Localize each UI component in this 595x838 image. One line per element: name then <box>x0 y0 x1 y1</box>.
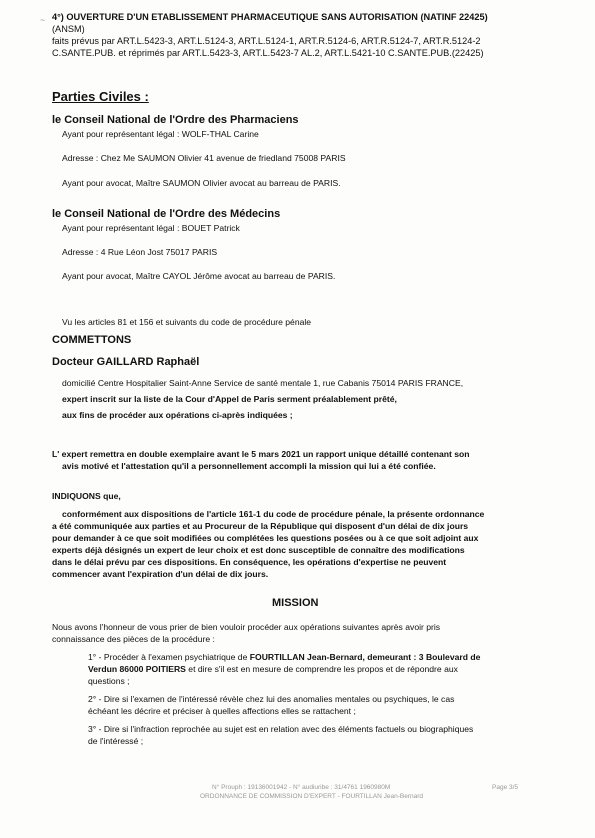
indiquons-heading: INDIQUONS que, <box>52 491 121 501</box>
mission-intro-line1: Nous avons l'honneur de vous prier de bien vouloir procéder aux opérations suivantes après avoir pris <box>52 622 441 632</box>
mission-item-1-line3: questions ; <box>88 676 130 686</box>
expert-inscription: expert inscrit sur la liste de la Cour d'Appel de Paris serment préalablement prêté, <box>62 394 397 404</box>
footer-document-title: ORDONNANCE DE COMMISSION D'EXPERT - FOURTILLAN Jean-Bernard <box>200 793 424 800</box>
medecins-address: Adresse : 4 Rue Léon Jost 75017 PARIS <box>62 247 218 257</box>
vu-articles: Vu les articles 81 et 156 et suivants du code de procédure pénale <box>62 317 312 327</box>
mission-item-2-line1: 2° - Dire si l'examen de l'intéressé révèle chez lui des anomalies mentales ou psychiques, le cas <box>88 694 455 704</box>
pharmaciens-representative: Ayant pour représentant légal : WOLF-THAL Carine <box>62 129 259 139</box>
medecins-representative: Ayant pour représentant légal : BOUET Patrick <box>62 223 240 233</box>
offense-agency: (ANSM) <box>52 24 85 34</box>
mission-item-1-text: et dire s'il est en mesure de comprendre les propos et de répondre aux <box>185 664 458 674</box>
indiquons-line: pour demander à ce que soit modifiées ou complétées les questions posées ou à ce que soit adjoint aux <box>52 533 479 543</box>
footer-reference: N° Prouph : 19136001942 - N° audiuribe : 31/4761 1960980M <box>212 784 391 791</box>
offense-penalties: C.SANTE.PUB. et réprimés par ART.L.5423-3, ART.L.5423-7 AL.2, ART.L.5421-10 C.SANTE.PUB.(22425) <box>52 48 484 58</box>
mission-item-1-address: Verdun 86000 POITIERS <box>88 664 186 674</box>
mission-title: MISSION <box>272 597 319 609</box>
mission-item-3-line1: 3° - Dire si l'infraction reprochée au sujet est en relation avec des éléments factuels ou biographiques <box>88 724 474 734</box>
expert-domicile: domicilié Centre Hospitalier Saint-Anne Service de santé mentale 1, rue Cabanis 75014 PARIS FRANCE, <box>62 378 464 388</box>
mission-item-1-person: FOURTILLAN Jean-Bernard, demeurant : 3 Boulevard de <box>249 652 481 662</box>
indiquons-line: dans le délai prévu par ces dispositions. En conséquence, les opérations d'expertise ne peuvent <box>52 557 447 567</box>
indiquons-line: conformément aux dispositions de l'article 161-1 du code de procédure pénale, la présente ordonnance <box>62 509 485 519</box>
report-deadline-line2: avis motivé et l'attestation qu'il a personnellement accompli la mission qui lui a été confiée. <box>62 461 436 471</box>
expert-purpose: aux fins de procéder aux opérations ci-après indiquées ; <box>62 410 293 420</box>
expert-name: Docteur GAILLARD Raphaël <box>52 356 200 368</box>
parties-civiles-title: Parties Civiles : <box>52 89 149 104</box>
report-deadline-line1: L' expert remettra en double exemplaire avant le 5 mars 2021 un rapport unique détaillé contenant son <box>52 449 470 459</box>
pharmaciens-address: Adresse : Chez Me SAUMON Olivier 41 avenue de friedland 75008 PARIS <box>62 153 346 163</box>
indiquons-line: experts déjà désignés un expert de leur choix et est donc susceptible de connaître des modifications <box>52 545 465 555</box>
mission-item-1-line2 <box>88 664 458 674</box>
footer-page-number: Page 3/5 <box>492 784 519 791</box>
offense-articles: faits prévus par ART.L.5423-3, ART.L.5124-3, ART.L.5124-1, ART.R.5124-6, ART.R.5124-7, ART.R.5124-2 <box>52 36 481 46</box>
mission-intro-line2: connaissance des pièces de la procédure : <box>52 634 215 644</box>
mission-item-3-line2: de l'intéressé ; <box>88 736 144 746</box>
mission-item-2-line2: échéant les décrire et préciser à quelles affections elles se rattachent ; <box>88 706 356 716</box>
mission-item-1-line1 <box>88 652 480 662</box>
scan-mark-icon: ~ <box>40 15 46 25</box>
indiquons-line: commencer avant l'expiration d'un délai de dix jours. <box>52 569 269 579</box>
commettons-heading: COMMETTONS <box>52 334 132 346</box>
medecins-name: le Conseil National de l'Ordre des Médecins <box>52 208 281 220</box>
indiquons-line: a été communiquée aux parties et au Procureur de la République qui disposent d'un délai de dix jours <box>52 521 469 531</box>
medecins-lawyer: Ayant pour avocat, Maître CAYOL Jérôme avocat au barreau de PARIS. <box>62 271 336 281</box>
mission-item-1-prefix: 1° - Procéder à l'examen psychiatrique de <box>88 652 250 662</box>
pharmaciens-name: le Conseil National de l'Ordre des Pharmaciens <box>52 114 299 126</box>
pharmaciens-lawyer: Ayant pour avocat, Maître SAUMON Olivier avocat au barreau de PARIS. <box>62 178 341 188</box>
offense-heading: 4°) OUVERTURE D'UN ETABLISSEMENT PHARMACEUTIQUE SANS AUTORISATION (NATINF 22425) <box>52 12 488 22</box>
